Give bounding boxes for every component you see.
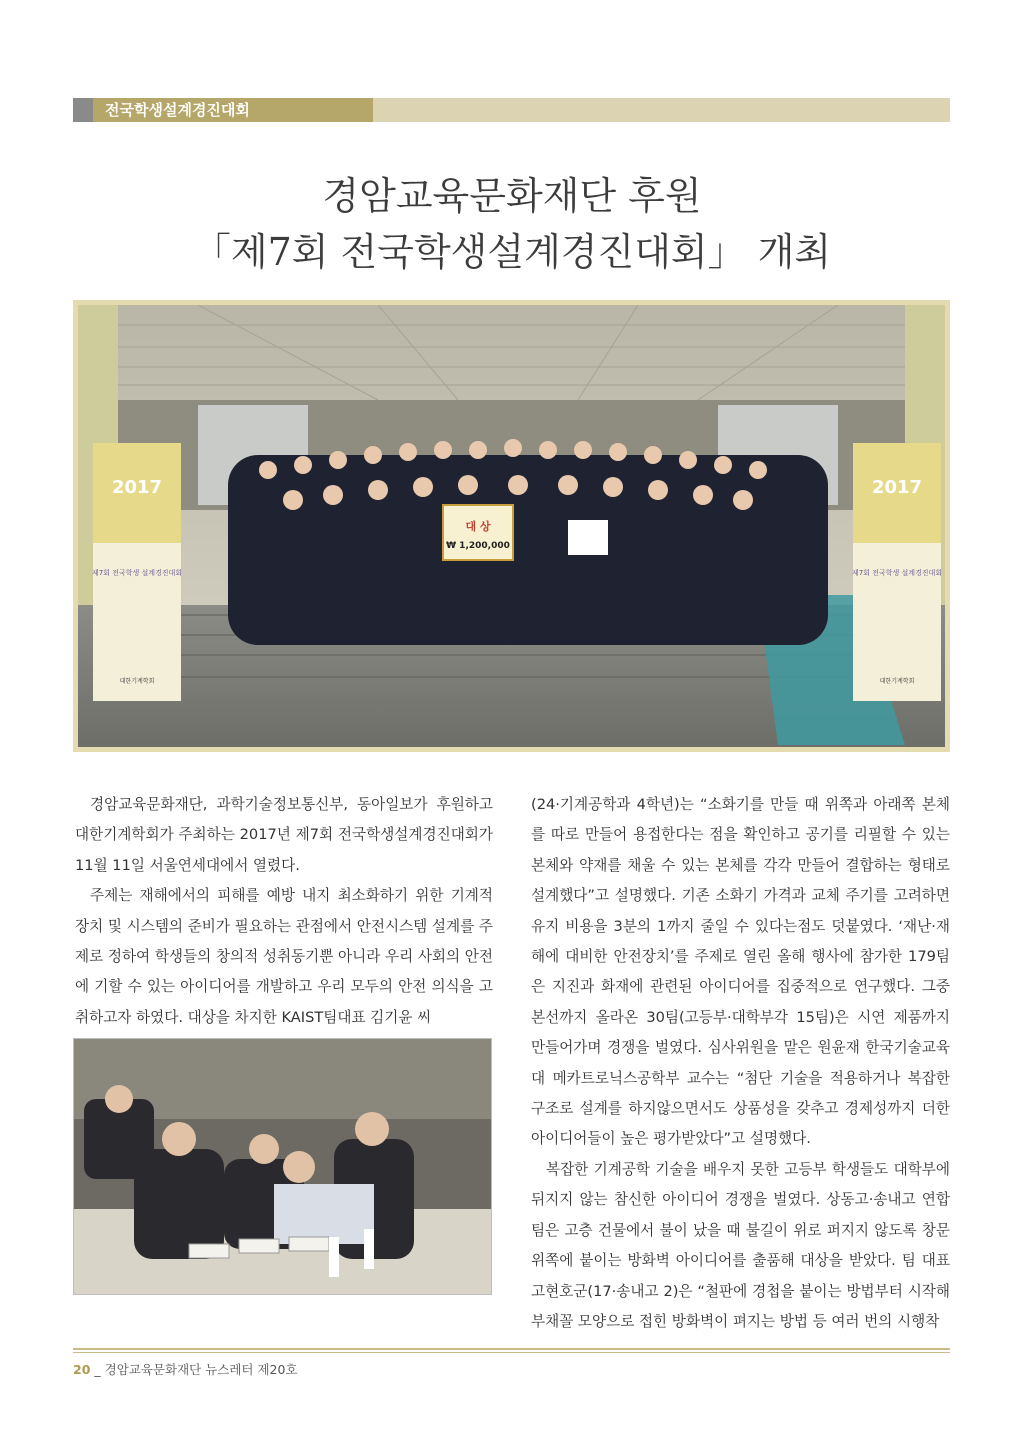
group-photo <box>78 305 945 747</box>
svg-text:₩ 1,200,000: ₩ 1,200,000 <box>446 541 510 551</box>
svg-text:대한기계학회: 대한기계학회 <box>879 678 915 685</box>
judges-photo <box>73 1038 492 1295</box>
svg-text:제7회 전국학생 설계경진대회: 제7회 전국학생 설계경진대회 <box>91 569 183 577</box>
svg-text:대 상: 대 상 <box>465 520 491 533</box>
paragraph: 경암교육문화재단, 과학기술정보통신부, 동아일보가 후원하고 대한기계학회가 주최하는 2017년 제7회 전국학생설계경진대회가 11월 11일 서울연세대에서 열렸다. <box>75 796 493 874</box>
paragraph: 복잡한 기계공학 기술을 배우지 못한 고등부 학생들도 대학부에 뒤지지 않는 참신한 아이디어 경쟁을 벌였다. 상동고·송내고 연합팀은 고층 건물에서 불이 났을 때 불길이 위로 퍼지지 않도록 창문 위쪽에 붙이는 방화벽 아이디어를 출품해 대상을 받았다. 팀 대표 고현호군(17·송내고 2)은 “철판에 경첩을 붙이는 방법부터 시작해 부채꼴 모양으로 접힌 방화벽이 펴지는 방법 등 여러 번의 시행착 <box>531 1160 950 1330</box>
group-photo-frame <box>73 300 950 752</box>
article-column-left <box>75 790 493 1033</box>
paragraph: (24·기계공학과 4학년)는 “소화기를 만들 때 위쪽과 아래쪽 본체를 따로 만들어 용접한다는 점을 확인하고 공기를 리필할 수 있는 본체와 약재를 채울 수 있는 본체를 각각 만들어 결합하는 형태로 설계했다”고 설명했다. 기존 소화기 가격과 교체 주기를 고려하면 유지 비용을 3분의 1까지 줄일 수 있다는점도 덧붙였다. ‘재난·재해에 대비한 안전장치’를 주제로 열린 올해 행사에 참가한 179팀은 지진과 화재에 관련된 아이디어를 집중적으로 연구했다. 그중 본선까지 올라온 30팀(고등부·대학부각 15팀)은 시연 제품까지 만들어가며 경쟁을 벌였다. 심사위원을 맡은 원윤재 한국기술교육대 메카트로닉스공학부 교수는 “첨단 기술을 적용하거나 복잡한 구조로 설계를 하지않으면서도 상품성을 갖추고 경제성까지 더한 아이디어들이 높은 평가받았다”고 설명했다. <box>531 796 950 1148</box>
footer-divider <box>73 1348 950 1350</box>
student-group <box>228 439 828 645</box>
svg-text:제7회 전국학생 설계경진대회: 제7회 전국학생 설계경진대회 <box>851 569 943 577</box>
section-header-bar <box>73 98 950 122</box>
title-line-2: 「제7회 전국학생설계경진대회」 개최 <box>192 230 832 274</box>
section-label: 전국학생설계경진대회 <box>93 98 373 122</box>
article-column-right <box>531 790 950 1337</box>
page-number: 20 <box>73 1362 91 1377</box>
svg-text:대한기계학회: 대한기계학회 <box>119 678 155 685</box>
issue-number: 제20호 <box>257 1362 298 1377</box>
svg-text:2017: 2017 <box>111 477 163 498</box>
footer-divider-thin <box>73 1352 950 1353</box>
article-title <box>0 168 1024 280</box>
paragraph: 주제는 재해에서의 피해를 예방 내지 최소화하기 위한 기계적 장치 및 시스템의 준비가 필요하는 관점에서 안전시스템 설계를 주제로 정하여 학생들의 창의적 성취동기뿐 아니라 우리 사회의 안전에 기할 수 있는 아이디어를 개발하고 우리 모두의 안전 의식을 고취하고자 하였다. 대상을 차지한 KAIST팀대표 김기윤 씨 <box>75 887 493 1026</box>
page-footer <box>73 1360 298 1378</box>
banner-left <box>92 443 182 701</box>
title-line-1: 경암교육문화재단 후원 <box>322 174 702 218</box>
footer-separator: _ <box>94 1362 101 1377</box>
publication-name: 경암교육문화재단 뉴스레터 <box>104 1362 254 1377</box>
judges-photo-image <box>74 1039 491 1294</box>
svg-text:2017: 2017 <box>871 477 923 498</box>
section-accent-block <box>73 98 93 122</box>
banner-right <box>852 443 942 701</box>
